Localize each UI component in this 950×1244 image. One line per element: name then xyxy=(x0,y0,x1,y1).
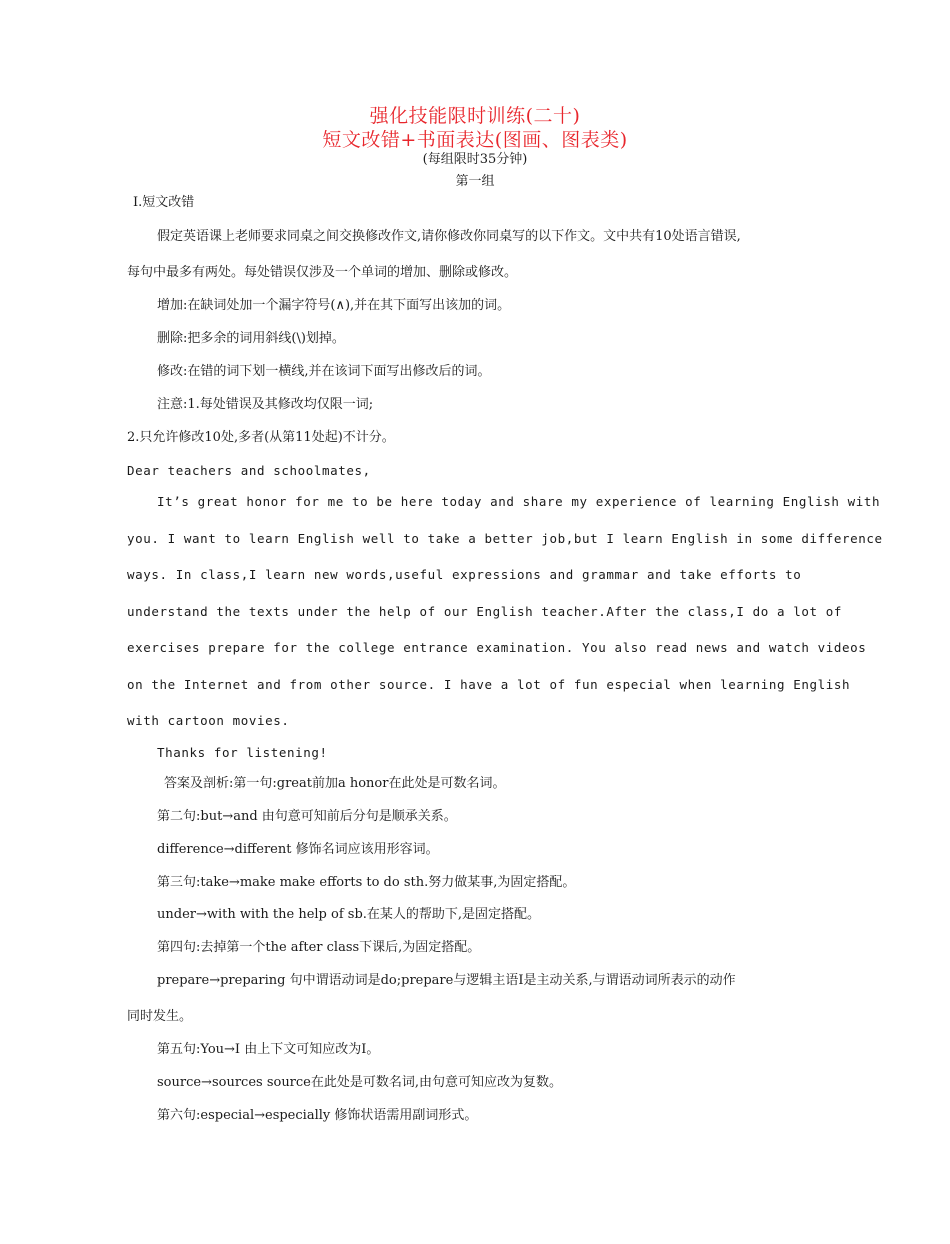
essay-line: It’s great honor for me to be here today and share my experience of learning English with xyxy=(157,494,881,509)
answer-line: 同时发生。 xyxy=(127,1009,193,1024)
essay-line: understand the texts under the help of our English teacher.After the class,I do a lot of xyxy=(127,604,843,619)
instruction-line: 2.只允许修改10处,多者(从第11处起)不计分。 xyxy=(127,430,395,445)
essay-line: on the Internet and from other source. I have a lot of fun especial when learning English xyxy=(127,677,851,692)
answer-line: 第四句:去掉第一个the after class下课后,为固定搭配。 xyxy=(157,940,481,955)
essay-closing: Thanks for listening! xyxy=(157,745,328,760)
essay-line: exercises prepare for the college entrance examination. You also read news and watch videos xyxy=(127,640,867,655)
instruction-line: 删除:把多余的词用斜线(\)划掉。 xyxy=(157,331,345,346)
instruction-line: 增加:在缺词处加一个漏字符号(∧),并在其下面写出该加的词。 xyxy=(157,298,511,313)
group-label: 第一组 xyxy=(455,174,495,189)
instruction-line: 每句中最多有两处。每处错误仅涉及一个单词的增加、删除或修改。 xyxy=(127,265,518,280)
essay-line: with cartoon movies. xyxy=(127,713,290,728)
instruction-line: 注意:1.每处错误及其修改均仅限一词; xyxy=(157,397,374,412)
essay-line: ways. In class,I learn new words,useful expressions and grammar and take efforts to xyxy=(127,567,802,582)
title-line-1: 强化技能限时训练(二十) xyxy=(369,105,581,127)
section-heading: Ⅰ.短文改错 xyxy=(133,195,195,210)
answer-line: 第三句:take→make make efforts to do sth.努力做某事,为固定搭配。 xyxy=(157,875,576,890)
essay-greeting: Dear teachers and schoolmates, xyxy=(127,463,371,478)
answer-line: difference→different 修饰名词应该用形容词。 xyxy=(157,842,439,857)
answer-line: under→with with the help of sb.在某人的帮助下,是固定搭配。 xyxy=(157,907,541,922)
title-line-2: 短文改错+书面表达(图画、图表类) xyxy=(322,129,628,151)
time-limit-note: (每组限时35分钟) xyxy=(422,152,528,167)
answer-line: 第六句:especial→especially 修饰状语需用副词形式。 xyxy=(157,1108,478,1123)
instruction-line: 假定英语课上老师要求同桌之间交换修改作文,请你修改你同桌写的以下作文。文中共有10处语言错误, xyxy=(157,229,741,244)
answer-line: 答案及剖析:第一句:great前加a honor在此处是可数名词。 xyxy=(164,776,506,791)
answer-line: source→sources source在此处是可数名词,由句意可知应改为复数。 xyxy=(157,1075,563,1090)
answer-line: 第五句:You→I 由上下文可知应改为I。 xyxy=(157,1042,380,1057)
answer-line: prepare→preparing 句中谓语动词是do;prepare与逻辑主语I是主动关系,与谓语动词所表示的动作 xyxy=(157,973,736,988)
instruction-line: 修改:在错的词下划一横线,并在该词下面写出修改后的词。 xyxy=(157,364,491,379)
answer-line: 第二句:but→and 由句意可知前后分句是顺承关系。 xyxy=(157,809,457,824)
essay-line: you. I want to learn English well to take a better job,but I learn English in some difference xyxy=(127,531,883,546)
